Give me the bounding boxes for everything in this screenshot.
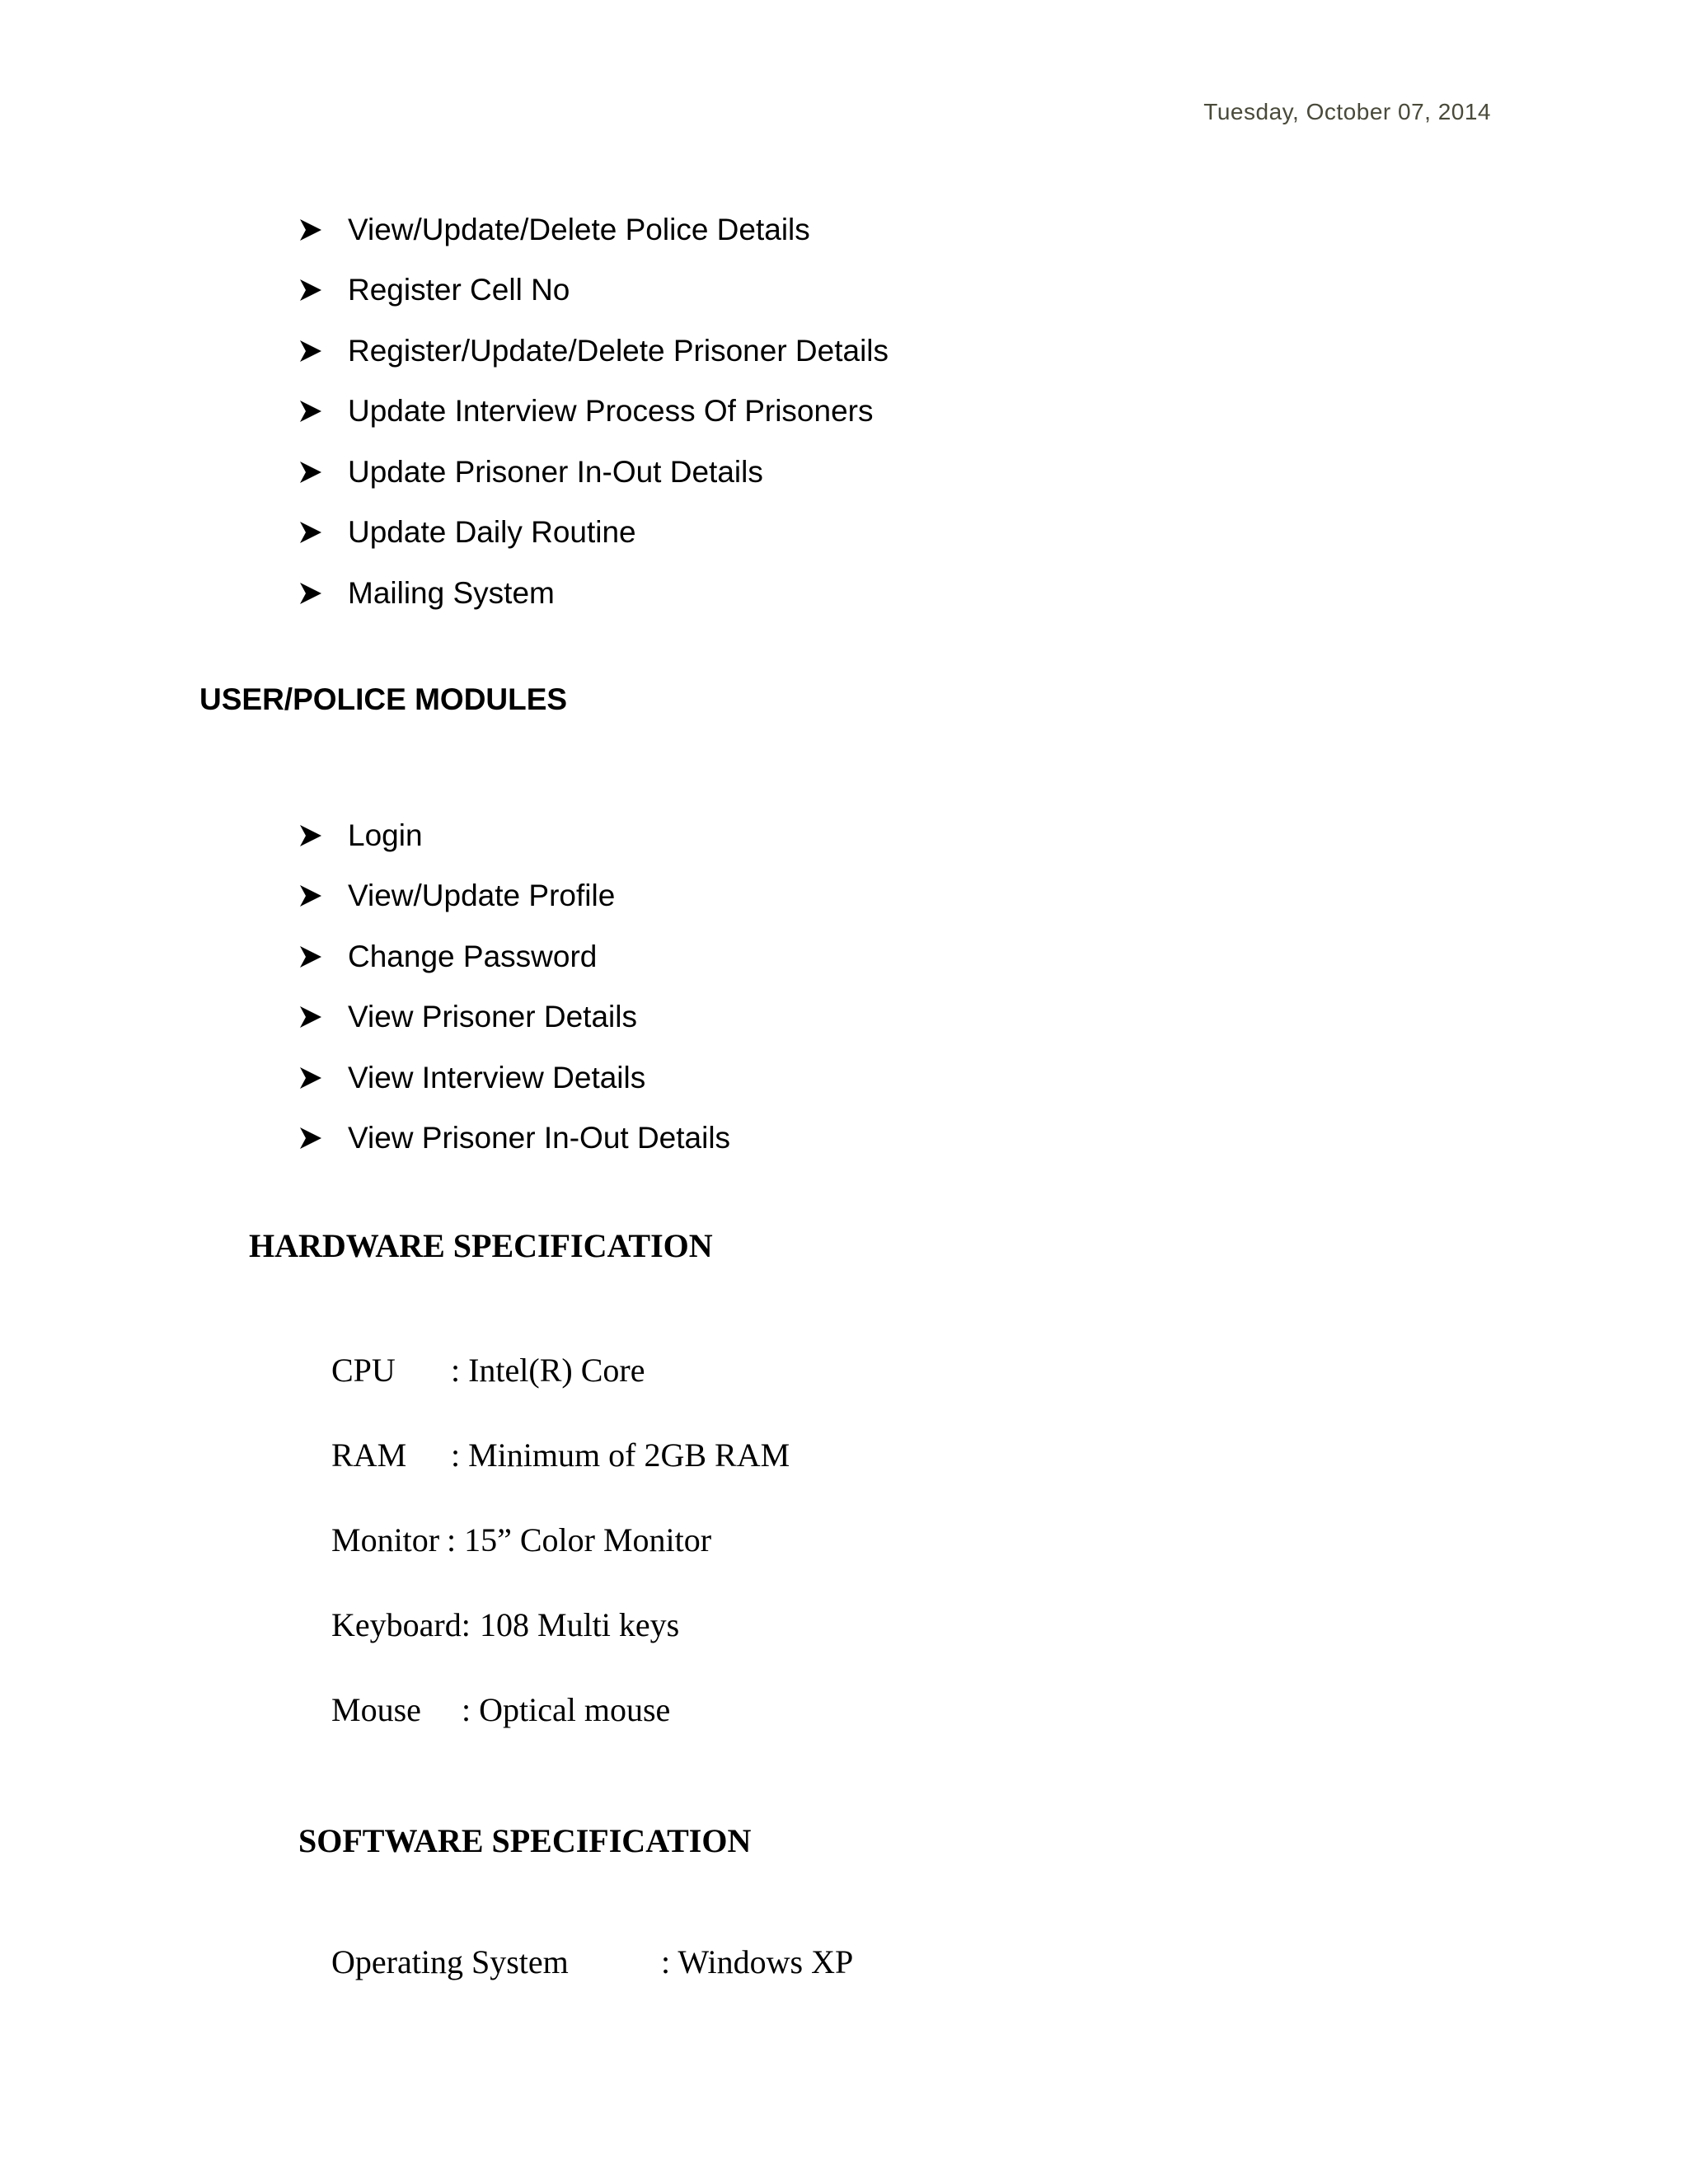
list-item-label: Mailing System bbox=[348, 575, 555, 610]
arrowhead-bullet-icon bbox=[298, 520, 348, 545]
list-item bbox=[298, 926, 730, 987]
list-item-label: View Prisoner In-Out Details bbox=[348, 1121, 731, 1155]
user-modules-heading: USER/POLICE MODULES bbox=[199, 682, 568, 716]
admin-module-list bbox=[298, 199, 889, 624]
arrowhead-bullet-icon bbox=[298, 218, 348, 242]
arrowhead-bullet-icon bbox=[298, 1126, 348, 1151]
list-item bbox=[298, 321, 889, 382]
list-item bbox=[298, 199, 889, 260]
spec-label: Mouse bbox=[331, 1691, 421, 1728]
spec-label: CPU bbox=[331, 1352, 396, 1389]
list-item bbox=[298, 805, 730, 866]
list-item-label: Update Daily Routine bbox=[348, 515, 636, 550]
list-item-label: Register Cell No bbox=[348, 273, 570, 307]
arrowhead-bullet-icon bbox=[298, 581, 348, 606]
arrowhead-bullet-icon bbox=[298, 883, 348, 908]
arrowhead-bullet-icon bbox=[298, 823, 348, 848]
arrowhead-bullet-icon bbox=[298, 460, 348, 485]
user-module-list bbox=[298, 805, 730, 1169]
spec-value: 108 Multi keys bbox=[480, 1606, 680, 1643]
spec-value: : Minimum of 2GB RAM bbox=[451, 1436, 790, 1474]
spec-value: : 15” Color Monitor bbox=[447, 1521, 712, 1558]
spec-label: Operating System bbox=[331, 1943, 569, 1980]
list-item bbox=[298, 1108, 730, 1169]
list-item-label: View/Update Profile bbox=[348, 879, 616, 913]
spec-value: : Optical mouse bbox=[462, 1691, 671, 1728]
arrowhead-bullet-icon bbox=[298, 1066, 348, 1090]
list-item bbox=[298, 866, 730, 927]
arrowhead-bullet-icon bbox=[298, 1005, 348, 1029]
list-item bbox=[298, 382, 889, 443]
spec-label: RAM bbox=[331, 1436, 407, 1474]
list-item-label: View Prisoner Details bbox=[348, 1000, 637, 1034]
spec-label: Keyboard: bbox=[331, 1606, 471, 1643]
list-item-label: View Interview Details bbox=[348, 1060, 646, 1094]
software-spec-heading: SOFTWARE SPECIFICATION bbox=[298, 1822, 752, 1859]
arrowhead-bullet-icon bbox=[298, 944, 348, 969]
list-item bbox=[298, 260, 889, 321]
spec-value: : Windows XP bbox=[661, 1943, 854, 1980]
arrowhead-bullet-icon bbox=[298, 339, 348, 363]
list-item-label: Change Password bbox=[348, 939, 598, 973]
list-item-label: Update Prisoner In-Out Details bbox=[348, 454, 763, 489]
list-item-label: Register/Update/Delete Prisoner Details bbox=[348, 333, 889, 368]
spec-row-operating-system bbox=[298, 1904, 853, 2020]
spec-value: : Intel(R) Core bbox=[451, 1352, 645, 1389]
list-item-label: Login bbox=[348, 818, 423, 852]
list-item bbox=[298, 1047, 730, 1108]
spec-label: Monitor bbox=[331, 1521, 440, 1558]
arrowhead-bullet-icon bbox=[298, 278, 348, 302]
list-item-label: Update Interview Process Of Prisoners bbox=[348, 394, 874, 429]
list-item bbox=[298, 987, 730, 1048]
spec-row-mouse bbox=[298, 1652, 670, 1768]
list-item bbox=[298, 503, 889, 564]
list-item bbox=[298, 563, 889, 624]
list-item-label: View/Update/Delete Police Details bbox=[348, 212, 810, 246]
list-item bbox=[298, 442, 889, 503]
arrowhead-bullet-icon bbox=[298, 399, 348, 424]
header-date: Tuesday, October 07, 2014 bbox=[1203, 99, 1491, 124]
hardware-spec-heading: HARDWARE SPECIFICATION bbox=[249, 1227, 713, 1264]
